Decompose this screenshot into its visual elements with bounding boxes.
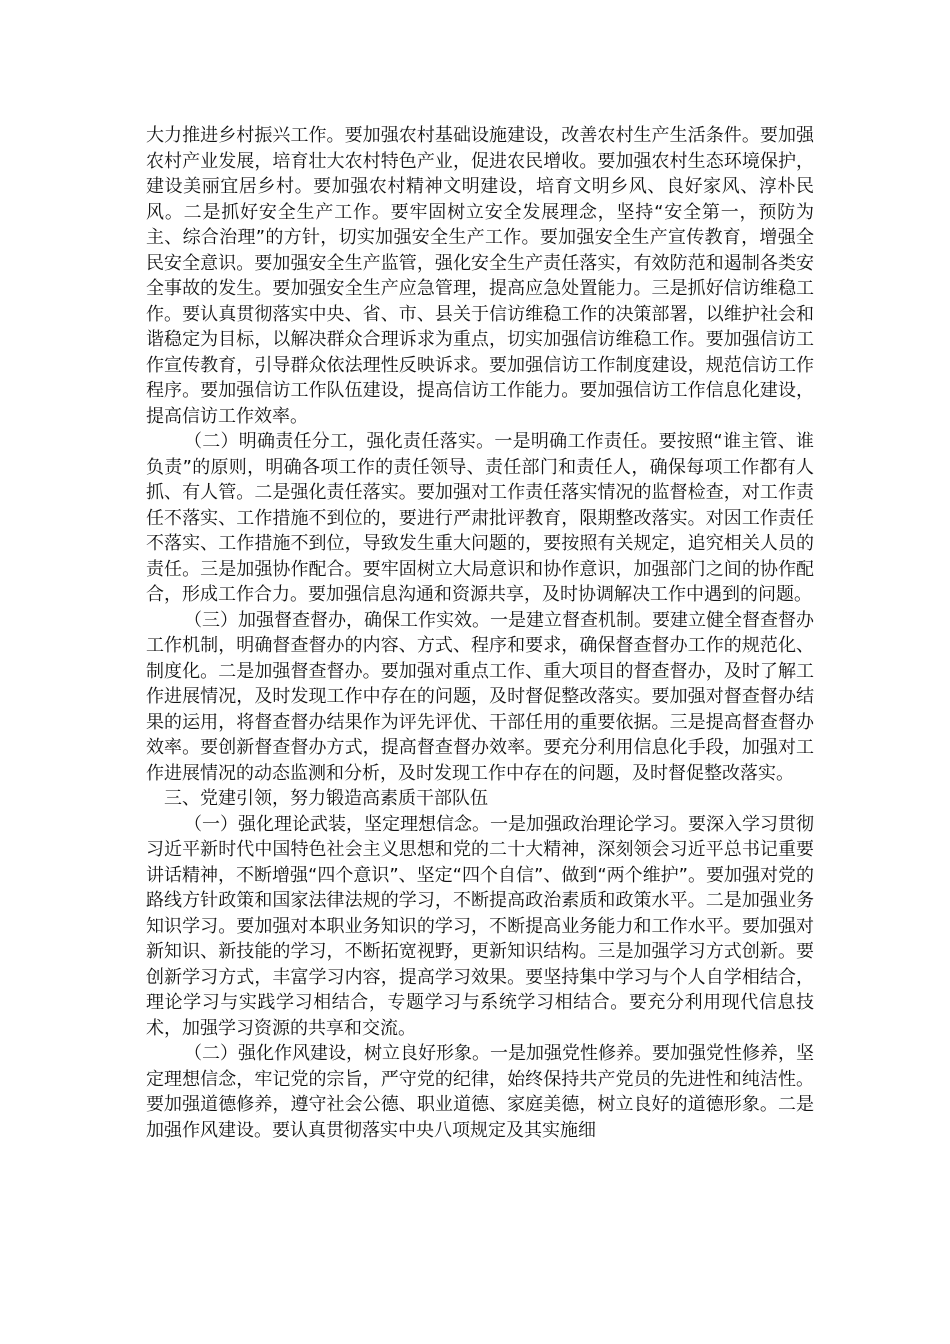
paragraph-theory-study: （一）强化理论武装，坚定理想信念。一是加强政治理论学习。要深入学习贯彻习近平新时代中国特色社会主义思想和党的二十大精神，深刻领会习近平总书记重要讲话精神，不断增强“四个意识”、坚定“四个自信”、做到“两个维护”。要加强对党的路线方针政策和国家法律法规的学习，不断提高政治素质和政策水平。二是加强业务知识学习。要加强对本职业务知识的学习，不断提高业务能力和工作水平。要加强对新知识、新技能的学习，不断拓宽视野，更新知识结构。三是加强学习方式创新。要创新学习方式，丰富学习内容，提高学习效果。要坚持集中学习与个人自学相结合，理论学习与实践学习相结合，专题学习与系统学习相结合。要充分利用现代信息技术，加强学习资源的共享和交流。: [146, 813, 814, 1039]
document-body: [146, 123, 814, 1143]
section-heading-party-building: 三、党建引领，努力锻造高素质干部队伍: [164, 788, 488, 809]
paragraph-responsibility: （二）明确责任分工，强化责任落实。一是明确工作责任。要按照“谁主管、谁负责”的原则，明确各项工作的责任领导、责任部门和责任人，确保每项工作都有人抓、有人管。二是强化责任落实。要加强对工作责任落实情况的监督检查，对工作责任不落实、工作措施不到位的，要进行严肃批评教育，限期整改落实。对因工作责任不落实、工作措施不到位，导致发生重大问题的，要按照有关规定，追究相关人员的责任。三是加强协作配合。要牢固树立大局意识和协作意识，加强部门之间的协作配合，形成工作合力。要加强信息沟通和资源共享，及时协调解决工作中遇到的问题。: [146, 431, 814, 605]
paragraph-work-style: （二）强化作风建设，树立良好形象。一是加强党性修养。要加强党性修养，坚定理想信念，牢记党的宗旨，严守党的纪律，始终保持共产党员的先进性和纯洁性。要加强道德修养，遵守社会公德、职业道德、家庭美德，树立良好的道德形象。二是加强作风建设。要认真贯彻落实中央八项规定及其实施细: [146, 1043, 814, 1141]
paragraph-rural-safety-petition: 大力推进乡村振兴工作。要加强农村基础设施建设，改善农村生产生活条件。要加强农村产业发展，培育壮大农村特色产业，促进农民增收。要加强农村生态环境保护，建设美丽宜居乡村。要加强农村精神文明建设，培育文明乡风、良好家风、淳朴民风。二是抓好安全生产工作。要牢固树立安全发展理念，坚持“安全第一，预防为主、综合治理”的方针，切实加强安全生产工作。要加强安全生产宣传教育，增强全民安全意识。要加强安全生产监管，强化安全生产责任落实，有效防范和遏制各类安全事故的发生。要加强安全生产应急管理，提高应急处置能力。三是抓好信访维稳工作。要认真贯彻落实中央、省、市、县关于信访维稳工作的决策部署，以维护社会和谐稳定为目标，以解决群众合理诉求为重点，切实加强信访维稳工作。要加强信访工作宣传教育，引导群众依法理性反映诉求。要加强信访工作制度建设，规范信访工作程序。要加强信访工作队伍建设，提高信访工作能力。要加强信访工作信息化建设，提高信访工作效率。: [146, 125, 814, 427]
paragraph-supervision: （三）加强督查督办，确保工作实效。一是建立督查机制。要建立健全督查督办工作机制，明确督查督办的内容、方式、程序和要求，确保督查督办工作的规范化、制度化。二是加强督查督办。要加强对重点工作、重大项目的督查督办，及时了解工作进展情况，及时发现工作中存在的问题，及时督促整改落实。要加强对督查督办结果的运用，将督查督办结果作为评先评优、干部任用的重要依据。三是提高督查督办效率。要创新督查督办方式，提高督查督办效率。要充分利用信息化手段，加强对工作进展情况的动态监测和分析，及时发现工作中存在的问题，及时督促整改落实。: [146, 609, 814, 784]
